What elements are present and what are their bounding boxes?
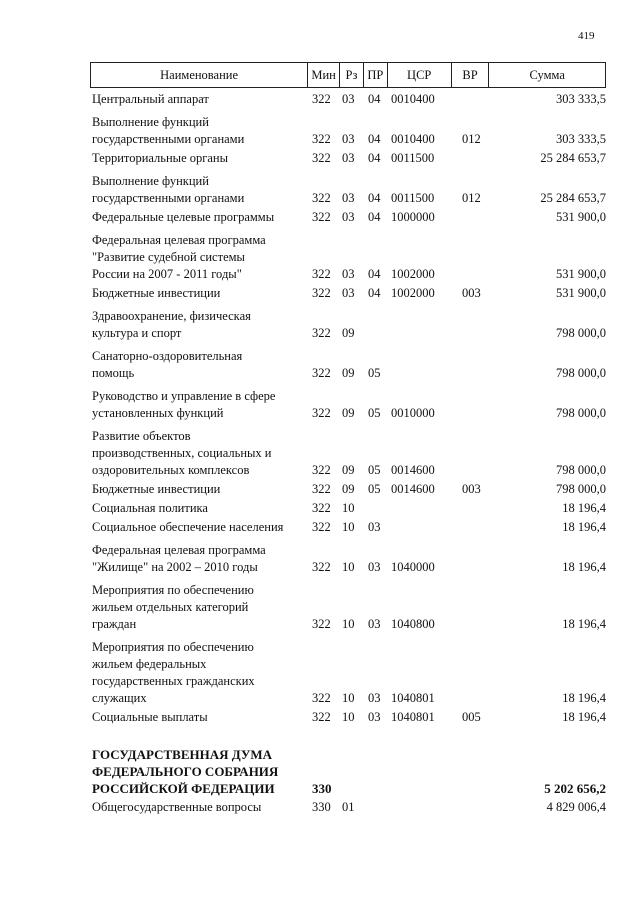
cell-pr: 05 xyxy=(368,366,381,380)
cell-csr: 0010400 xyxy=(391,92,435,106)
cell-min: 322 xyxy=(312,710,331,724)
cell-rz: 03 xyxy=(342,286,355,300)
cell-name: Мероприятия по обеспечению жильем федеральных государственных гражданских служащих xyxy=(92,640,255,705)
cell-sum: 5 202 656,2 xyxy=(544,781,606,796)
cell-pr: 03 xyxy=(368,691,381,705)
table-row xyxy=(90,388,606,422)
cell-min: 322 xyxy=(312,691,331,705)
cell-sum: 531 900,0 xyxy=(556,267,606,281)
cell-min: 322 xyxy=(312,92,331,106)
cell-min: 322 xyxy=(312,406,331,420)
cell-sum: 531 900,0 xyxy=(556,286,606,300)
cell-rz: 09 xyxy=(342,406,355,420)
header-vr: ВР xyxy=(452,63,490,87)
cell-name: Развитие объектов производственных, социальных и оздоровительных комплексов xyxy=(92,429,272,477)
cell-sum: 18 196,4 xyxy=(562,691,606,705)
cell-sum: 25 284 653,7 xyxy=(540,151,606,165)
cell-pr: 03 xyxy=(368,520,381,534)
header-name: Наименование xyxy=(91,63,308,87)
cell-rz: 10 xyxy=(342,501,355,515)
cell-csr: 1002000 xyxy=(391,267,435,281)
cell-name: Федеральная целевая программа "Жилище" на 2002 – 2010 годы xyxy=(92,543,266,574)
table-row xyxy=(90,500,606,517)
table-row xyxy=(90,114,606,148)
cell-pr: 05 xyxy=(368,463,381,477)
table-header xyxy=(90,62,606,88)
header-pr: ПР xyxy=(364,63,388,87)
cell-pr: 03 xyxy=(368,617,381,631)
cell-name: Социальные выплаты xyxy=(92,710,208,724)
cell-name: Центральный аппарат xyxy=(92,92,209,106)
cell-pr: 04 xyxy=(368,132,381,146)
cell-pr: 04 xyxy=(368,92,381,106)
cell-min: 322 xyxy=(312,132,331,146)
cell-csr: 0010400 xyxy=(391,132,435,146)
cell-min: 322 xyxy=(312,520,331,534)
cell-pr: 03 xyxy=(368,560,381,574)
cell-name: Социальное обеспечение населения xyxy=(92,520,284,534)
cell-rz: 03 xyxy=(342,210,355,224)
table-row xyxy=(90,209,606,226)
table-row xyxy=(90,232,606,283)
cell-sum: 4 829 006,4 xyxy=(546,800,606,814)
cell-sum: 798 000,0 xyxy=(556,366,606,380)
table-row xyxy=(90,746,606,797)
cell-rz: 10 xyxy=(342,691,355,705)
cell-sum: 25 284 653,7 xyxy=(540,191,606,205)
cell-csr: 1000000 xyxy=(391,210,435,224)
cell-sum: 798 000,0 xyxy=(556,482,606,496)
cell-name: Социальная политика xyxy=(92,501,208,515)
table-row xyxy=(90,542,606,576)
cell-pr: 04 xyxy=(368,151,381,165)
cell-rz: 10 xyxy=(342,617,355,631)
table-row xyxy=(90,150,606,167)
table-row xyxy=(90,308,606,342)
cell-rz: 09 xyxy=(342,326,355,340)
cell-min: 322 xyxy=(312,267,331,281)
cell-csr: 0014600 xyxy=(391,482,435,496)
cell-vr: 012 xyxy=(462,191,481,205)
cell-sum: 18 196,4 xyxy=(562,560,606,574)
cell-vr: 003 xyxy=(462,482,481,496)
cell-sum: 798 000,0 xyxy=(556,326,606,340)
cell-name: Руководство и управление в сфере установленных функций xyxy=(92,389,276,420)
cell-name: Выполнение функций государственными органами xyxy=(92,174,245,205)
cell-sum: 18 196,4 xyxy=(562,520,606,534)
cell-csr: 0011500 xyxy=(391,191,435,205)
cell-name: ГОСУДАРСТВЕННАЯ ДУМА ФЕДЕРАЛЬНОГО СОБРАНИЯ РОССИЙСКОЙ ФЕДЕРАЦИИ xyxy=(92,747,279,796)
cell-rz: 01 xyxy=(342,800,355,814)
cell-csr: 1002000 xyxy=(391,286,435,300)
table-row xyxy=(90,173,606,207)
table-row xyxy=(90,348,606,382)
cell-min: 322 xyxy=(312,560,331,574)
table-row xyxy=(90,582,606,633)
cell-min: 322 xyxy=(312,366,331,380)
cell-rz: 03 xyxy=(342,267,355,281)
cell-name: Общегосударственные вопросы xyxy=(92,800,262,814)
cell-min: 322 xyxy=(312,501,331,515)
cell-min: 322 xyxy=(312,617,331,631)
table-row xyxy=(90,428,606,479)
cell-min: 322 xyxy=(312,482,331,496)
cell-pr: 04 xyxy=(368,210,381,224)
cell-csr: 1040801 xyxy=(391,691,435,705)
cell-pr: 03 xyxy=(368,710,381,724)
cell-name: Федеральные целевые программы xyxy=(92,210,275,224)
cell-sum: 303 333,5 xyxy=(556,132,606,146)
cell-csr: 1040800 xyxy=(391,617,435,631)
cell-min: 330 xyxy=(312,781,332,796)
header-min: Мин xyxy=(308,63,340,87)
cell-pr: 04 xyxy=(368,267,381,281)
cell-min: 322 xyxy=(312,326,331,340)
header-csr: ЦСР xyxy=(388,63,452,87)
cell-rz: 09 xyxy=(342,366,355,380)
cell-pr: 05 xyxy=(368,482,381,496)
table-body xyxy=(90,91,606,818)
cell-sum: 531 900,0 xyxy=(556,210,606,224)
cell-rz: 03 xyxy=(342,191,355,205)
cell-min: 322 xyxy=(312,463,331,477)
cell-sum: 18 196,4 xyxy=(562,501,606,515)
table-row xyxy=(90,639,606,707)
table-row xyxy=(90,519,606,536)
cell-rz: 09 xyxy=(342,482,355,496)
cell-name: Территориальные органы xyxy=(92,151,229,165)
cell-min: 330 xyxy=(312,800,331,814)
cell-rz: 10 xyxy=(342,560,355,574)
cell-vr: 005 xyxy=(462,710,481,724)
cell-name: Бюджетные инвестиции xyxy=(92,286,221,300)
table-row xyxy=(90,91,606,108)
cell-min: 322 xyxy=(312,286,331,300)
table-row xyxy=(90,709,606,726)
cell-pr: 04 xyxy=(368,286,381,300)
cell-rz: 09 xyxy=(342,463,355,477)
cell-csr: 0014600 xyxy=(391,463,435,477)
cell-csr: 1040801 xyxy=(391,710,435,724)
cell-rz: 03 xyxy=(342,151,355,165)
table-row xyxy=(90,285,606,302)
page-number: 419 xyxy=(578,30,595,42)
cell-min: 322 xyxy=(312,210,331,224)
cell-name: Санаторно-оздоровительная помощь xyxy=(92,349,243,380)
cell-vr: 012 xyxy=(462,132,481,146)
cell-sum: 303 333,5 xyxy=(556,92,606,106)
table-row xyxy=(90,799,606,816)
cell-pr: 04 xyxy=(368,191,381,205)
cell-sum: 18 196,4 xyxy=(562,617,606,631)
header-sum: Сумма xyxy=(529,67,565,82)
cell-csr: 1040000 xyxy=(391,560,435,574)
table-row xyxy=(90,481,606,498)
cell-name: Бюджетные инвестиции xyxy=(92,482,221,496)
cell-vr: 003 xyxy=(462,286,481,300)
cell-min: 322 xyxy=(312,191,331,205)
cell-name: Выполнение функций государственными органами xyxy=(92,115,245,146)
cell-min: 322 xyxy=(312,151,331,165)
cell-csr: 0010000 xyxy=(391,406,435,420)
header-rz: Рз xyxy=(340,63,364,87)
cell-pr: 05 xyxy=(368,406,381,420)
cell-sum: 798 000,0 xyxy=(556,463,606,477)
cell-name: Федеральная целевая программа "Развитие судебной системы России на 2007 - 2011 годы" xyxy=(92,233,266,281)
cell-rz: 10 xyxy=(342,520,355,534)
cell-rz: 03 xyxy=(342,132,355,146)
cell-name: Здравоохранение, физическая культура и спорт xyxy=(92,309,251,340)
cell-rz: 10 xyxy=(342,710,355,724)
cell-rz: 03 xyxy=(342,92,355,106)
cell-sum: 18 196,4 xyxy=(562,710,606,724)
cell-name: Мероприятия по обеспечению жильем отдельных категорий граждан xyxy=(92,583,254,631)
cell-csr: 0011500 xyxy=(391,151,435,165)
cell-sum: 798 000,0 xyxy=(556,406,606,420)
